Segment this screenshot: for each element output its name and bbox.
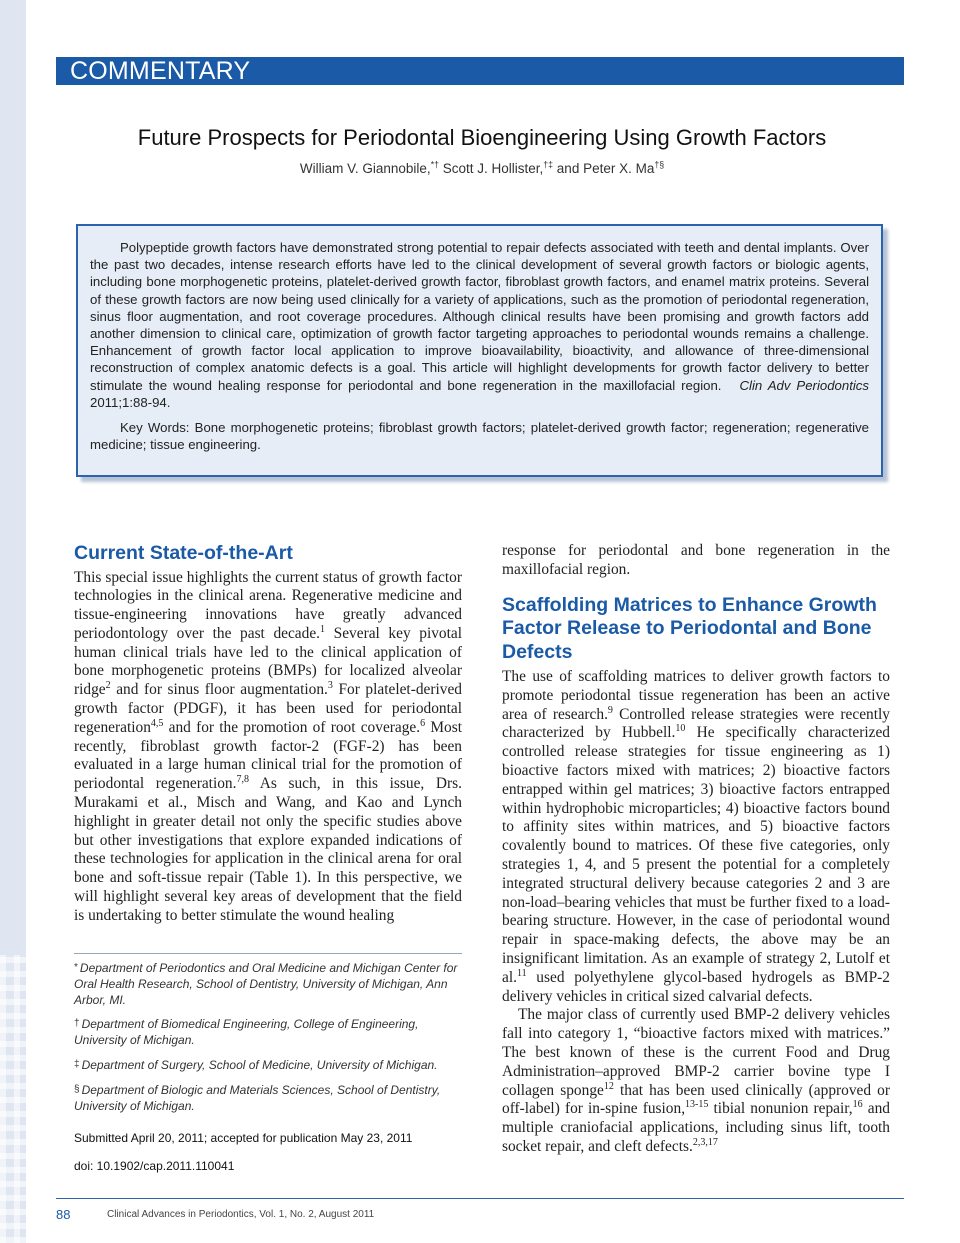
submission-dates: Submitted April 20, 2011; accepted for publication May 23, 2011 xyxy=(74,1131,413,1145)
footnote-text: Department of Periodontics and Oral Medicine and Michigan Center for Oral Health Research, School of Dentistry, University of Michigan, Ann Arbor, MI. xyxy=(74,961,458,1007)
abstract-body: Polypeptide growth factors have demonstrated strong potential to repair defects associated with teeth and dental implants. Over the past two decades, intense research efforts have led to the clinical development of several growth factors or biologic agents, including bone morphogenetic proteins, platelet-derived growth factor, fibroblast growth factors, and enamel matrix proteins. Several of these growth factors are now being used clinically for a variety of applications, such as the promotion of periodontal regeneration, sinus floor augmentation, and root coverage procedures. Although clinical results have been promising and growth factors add another dimension to clinical care, optimization of growth factor targeting approaches to periodontal wounds remains a challenge. Enhancement of growth factor local application to improve bioavailability, bioactivity, and allowance of three-dimensional reconstruction of complex anatomic defects is a goal. This article will highlight developments for growth factor delivery to better stimulate the wound healing response for periodontal and bone regeneration in the maxillofacial region. xyxy=(90,240,869,393)
page-number: 88 xyxy=(56,1207,71,1222)
left-column xyxy=(74,542,462,926)
footnote xyxy=(74,960,462,1008)
text-run: Controlled release strategies were recently characterized by Hubbell. xyxy=(502,705,890,742)
text-run: and for sinus floor augmentation. xyxy=(110,681,328,699)
text-run: The use of scaffolding matrices to deliver growth factors to promote periodontal tissue regeneration has been an active area of research. xyxy=(502,668,890,723)
text-run: that has been used clinically (approved or off-label) for in-spine fusion, xyxy=(502,1081,890,1118)
reference-mark: 2 xyxy=(105,680,111,692)
reference-mark: 4,5 xyxy=(150,717,164,729)
text-run: used polyethylene glycol-based hydrogels as BMP-2 delivery vehicles in critical sized calvarial defects. xyxy=(502,968,890,1005)
journal-citation: Clinical Advances in Periodontics, Vol. 1, No. 2, August 2011 xyxy=(107,1209,375,1220)
text-run: As such, in this issue, Drs. Murakami et al., Misch and Wang, and Kao and Lynch highlight in greater detail not only the specific studies above but other investigations that explore expanded indications of these technologies for application in the clinical arena for oral bone and soft-tissue repair (Table 1). In this perspective, we will highlight several key areas of development that the field is undertaking to better stimulate the wound healing xyxy=(74,775,462,924)
right-column xyxy=(502,542,890,1157)
affiliation-mark: †‡ xyxy=(543,159,554,170)
footnote-text: Department of Biologic and Materials Sciences, School of Dentistry, University of Michigan. xyxy=(74,1083,441,1113)
footnote-divider xyxy=(74,953,462,954)
author-name: and Peter X. Ma xyxy=(553,161,655,176)
footnote-mark: † xyxy=(74,1018,80,1029)
text-run: Most recently, fibroblast growth factor-2 (FGF-2) has been evaluated in a large human clinical trial for the promotion of periodontal regeneration. xyxy=(74,718,462,793)
reference-mark: 12 xyxy=(603,1080,614,1092)
doi: doi: 10.1902/cap.2011.110041 xyxy=(74,1159,235,1173)
reference-mark: 11 xyxy=(516,967,527,979)
footnote xyxy=(74,1016,462,1048)
section-heading: Current State-of-the-Art xyxy=(74,542,293,564)
footnote xyxy=(74,1082,462,1114)
footnote-mark: ‡ xyxy=(74,1059,80,1070)
text-run: and multiple craniofacial applications, including sinus lift, tooth socket repair, and cleft defects. xyxy=(502,1100,890,1156)
author-list xyxy=(0,161,960,176)
citation-journal: Clin Adv Periodontics xyxy=(739,377,869,393)
decorative-square-pattern xyxy=(0,955,26,1243)
author-name: Scott J. Hollister, xyxy=(438,161,544,176)
left-margin-strip xyxy=(0,0,26,1243)
text-run: and for the promotion of root coverage. xyxy=(163,718,421,736)
reference-mark: 1 xyxy=(320,623,326,635)
body-paragraph: response for periodontal and bone regeneration in the maxillofacial region. xyxy=(502,542,890,578)
text-run: Several key pivotal human clinical trials have led to the clinical application of bone morphogenetic proteins (BMPs) for localized alveolar ridge xyxy=(74,624,463,699)
author-name: William V. Giannobile, xyxy=(299,161,431,176)
reference-mark: 13-15 xyxy=(685,1099,709,1111)
text-run: For platelet-derived growth factor (PDGF), it has been used for periodontal regeneration xyxy=(74,681,462,736)
abstract-text xyxy=(90,239,869,411)
footnote-text: Department of Biomedical Engineering, College of Engineering, University of Michigan. xyxy=(74,1017,419,1047)
footnote-mark: § xyxy=(74,1084,80,1095)
reference-mark: 3 xyxy=(327,680,333,692)
keywords-label: Key Words: xyxy=(120,420,190,436)
reference-mark: 2,3,17 xyxy=(692,1136,718,1148)
reference-mark: 6 xyxy=(420,717,426,729)
text-run: tibial nonunion repair, xyxy=(708,1100,853,1118)
section-heading: Scaffolding Matrices to Enhance Growth Factor Release to Periodontal and Bone Defects xyxy=(502,593,877,663)
affiliation-mark: †§ xyxy=(654,159,665,170)
reference-mark: 9 xyxy=(607,704,613,716)
text-run: He specifically characterized controlled release strategies for tissue engineering as 1) bioactive factors mixed with matrices; 2) bioactive factors entrapped within gel matrices; 3) bioactive factors entrapped within hydrophobic microparticles; 4) bioactive factors bound to affinity sites within matrices, and 5) bioactive factors covalently bound to matrices. Of these five categories, only strategies 1, 4, and 5 present the potential for a completely integrated structural delivery because categories 2 and 3 are non-load–bearing vehicles that must be further fixed to a load-bearing structure. However, in the case of periodontal wound repair in space-making defects, the above may be an insignificant limitation. As an example of strategy 2, Lutolf et al. xyxy=(502,724,890,986)
citation-volume: 2011;1:88-94. xyxy=(90,394,171,410)
body-paragraph xyxy=(502,668,890,1006)
affiliation-mark: *† xyxy=(430,159,439,170)
footnote-text: Department of Surgery, School of Medicine, University of Michigan. xyxy=(81,1058,438,1072)
text-run: This special issue highlights the current status of growth factor technologies in the clinical arena. Regenerative medicine and tissue-engineering innovations have greatly advanced periodontology over the past decade. xyxy=(74,568,462,642)
text-run: The major class of currently used BMP-2 delivery vehicles fall into category 1, “bioactive factors mixed with matrices.” The best known of these is the current Food and Drug Administration–approved BMP-2 carrier bovine type I collagen sponge xyxy=(502,1006,890,1099)
section-banner: COMMENTARY xyxy=(56,57,904,85)
reference-mark: 10 xyxy=(675,723,686,735)
footer-rule xyxy=(56,1198,904,1199)
body-paragraph xyxy=(502,1006,890,1156)
article-title: Future Prospects for Periodontal Bioengineering Using Growth Factors xyxy=(137,125,827,150)
body-paragraph xyxy=(74,569,462,926)
keywords xyxy=(90,419,869,453)
keywords-list: Bone morphogenetic proteins; fibroblast growth factors; platelet-derived growth factor; regeneration; regenerative medicine; tissue engineering. xyxy=(90,420,869,453)
footnote xyxy=(74,1057,462,1073)
footnote-mark: * xyxy=(74,962,78,973)
abstract-box xyxy=(76,224,883,477)
reference-mark: 16 xyxy=(852,1099,863,1111)
reference-mark: 7,8 xyxy=(236,774,249,786)
